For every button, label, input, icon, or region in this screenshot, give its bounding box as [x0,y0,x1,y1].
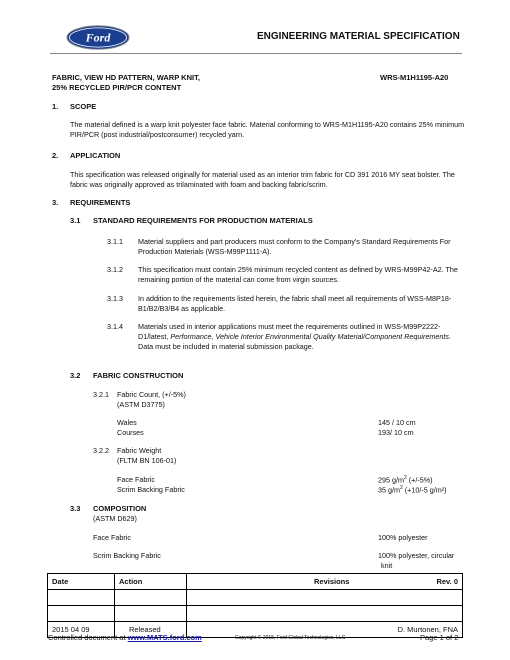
item-3-1-2-text: This specification must contain 25% minimum recycled content as defined by WRS-M99P42-A2. The remaining portion of the material can come from virgin sources. [138,265,458,284]
section-3-heading: REQUIREMENTS [70,198,131,207]
revision-table [47,573,463,638]
item-3-2-2-method: (FLTM BN 106-01) [117,456,177,465]
wales-value: 145 / 10 cm [378,418,416,427]
spec-name-line1: FABRIC, VIEW HD PATTERN, WARP KNIT, [52,73,200,82]
revision-header-action: Action [115,574,187,590]
revision-header-date: Date [48,574,115,590]
item-3-1-4-number: 3.1.4 [107,322,123,331]
item-3-2-1-label: Fabric Count, (+/-5%) [117,390,186,399]
table-row [48,590,463,606]
revision-header-rev: Rev. 0 [436,577,458,586]
item-3-2-1-number: 3.2.1 [93,390,109,399]
revision-author: D. Murtonen, FNA [187,622,463,638]
item-3-1-4-text [138,322,468,352]
section-2-number: 2. [52,151,59,160]
section-3-2-number: 3.2 [70,371,81,380]
composition-face-label: Face Fabric [93,533,131,542]
item-3-1-2-number: 3.1.2 [107,265,123,274]
section-1-heading: SCOPE [70,102,97,111]
section-3-3-method: (ASTM D629) [93,514,137,523]
item-3-1-4-text-a: Materials used in interior applications must meet the requirements outlined in WSS-M99P2222-D1/latest, [138,322,441,341]
footer-copyright: Copyright © 2015, Ford Global Technologies, LLC [235,635,346,641]
footer-page-number: Page 1 of 2 [420,633,459,642]
courses-label: Courses [117,428,144,437]
mats-link[interactable]: www.MATS.ford.com [127,633,202,642]
svg-text:Ford: Ford [85,30,111,45]
section-3-1-number: 3.1 [70,216,81,225]
item-3-1-3-text: In addition to the requirements listed herein, the fabric shall meet all requirements of WSS-M8P18-B1/B2/B3/B4 as applicable. [138,294,452,313]
item-3-1-1-text: Material suppliers and part producers must conform to the Company's Standard Requirements For Production Materials (WSS-M99P1111-A). [138,237,451,256]
section-3-3-heading: COMPOSITION [93,504,147,513]
header-divider [50,53,462,54]
scope-text: The material defined is a warp knit polyester face fabric. Material conforming to WRS-M1H1195-A20 contains 25% minimum PIR/PCR (post industrial/postconsumer) recycled yarn. [70,120,465,139]
weight-scrim-value: 35 $g/m^2$ (+10/-5 g/m²) [378,485,447,495]
spec-number: WRS-M1H1195-A20 [380,73,449,82]
composition-scrim-label: Scrim Backing Fabric [93,551,161,560]
weight-face-label: Face Fabric [117,475,155,484]
item-3-1-1-number: 3.1.1 [107,237,123,246]
table-row [48,606,463,622]
revision-header-revisions: Rev. 0 Revisions [187,574,463,590]
document-title: ENGINEERING MATERIAL SPECIFICATION [257,31,460,42]
section-1-number: 1. [52,102,59,111]
section-3-number: 3. [52,198,59,207]
ford-logo [66,25,130,50]
wales-label: Wales [117,418,137,427]
composition-scrim-value-1: 100% polyester, circular [378,551,455,560]
item-3-2-2-number: 3.2.2 [93,446,109,455]
section-3-3-number: 3.3 [70,504,81,513]
section-3-1-heading: STANDARD REQUIREMENTS FOR PRODUCTION MATERIALS [93,216,313,225]
revision-date: 2015 04 09 [48,622,115,638]
composition-face-value: 100% polyester [378,533,428,542]
footer-controlled: Controlled document at www.MATS.ford.com [48,633,202,642]
item-3-2-1-method: (ASTM D3775) [117,400,165,409]
composition-scrim-value-2: knit [381,561,393,570]
item-3-1-4-text-b: . Data must be included in material submission package. [138,332,451,351]
revision-header-row [48,574,463,590]
item-3-1-3-number: 3.1.3 [107,294,123,303]
spec-name-line2: 25% RECYCLED PIR/PCR CONTENT [52,83,182,92]
item-3-1-4-text-italic: Performance, Vehicle Interior Environmental Quality Material/Component Requirements [170,332,449,341]
item-3-2-2-label: Fabric Weight [117,446,162,455]
section-3-2-heading: FABRIC CONSTRUCTION [93,371,184,380]
revision-action: Released [115,622,187,638]
courses-value: 193/ 10 cm [378,428,414,437]
section-2-heading: APPLICATION [70,151,121,160]
weight-scrim-label: Scrim Backing Fabric [117,485,185,494]
weight-face-value: 295 $g/m^2$ (+/-5%) [378,475,433,485]
application-text: This specification was released originally for material used as an interior trim fabric for CD 391 2016 MY seat bolster. The fabric was originally approved as trilaminated with foam and backing fabric/scrim. [70,170,455,189]
